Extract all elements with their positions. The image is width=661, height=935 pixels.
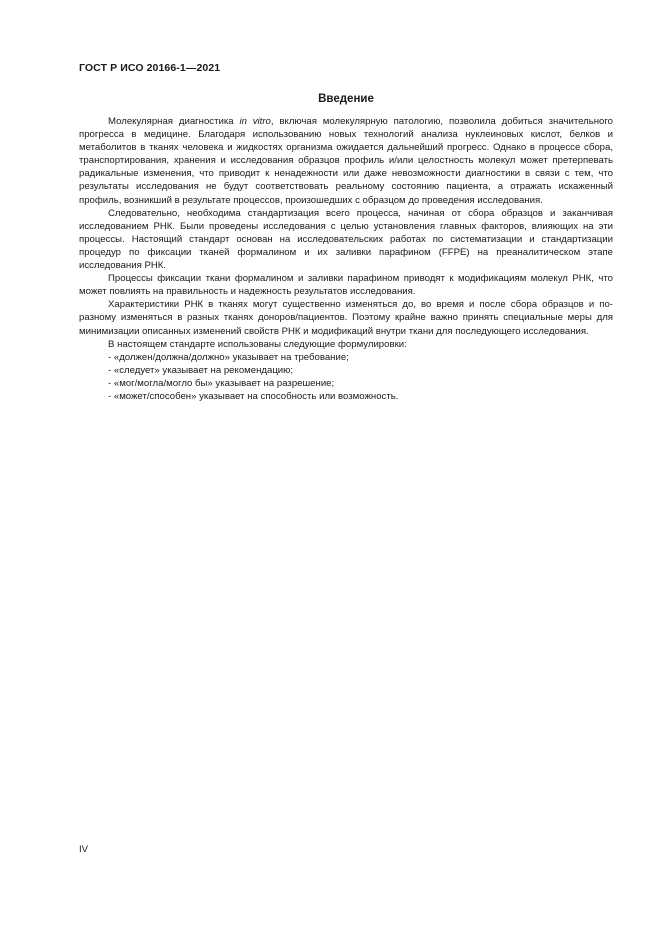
list-item: - «мог/могла/могло бы» указывает на разрешение; <box>108 377 335 389</box>
paragraph-1-rest: , включая молекулярную патологию, позволила добиться значительного прогресса в медицине. Благодаря использованию новых технологий анализа нуклеиновых кислот, белков и метаболитов в тканях человека и жидкостях организма ожидается дальнейший прогресс. Однако в процессе сбора, транспортирования, хранения и исследования образцов профиль и/или целостность молекул может претерпевать радикальные изменения, что приводит к ненадежности или даже невозможности диагностики в связи с тем, что результаты исследования не будут соответствовать реальному состоянию пациента, а отражать искаженный профиль, возникший в результате процессов, произошедших с образцом до проведения исследования. <box>79 116 613 206</box>
paragraph-3: Процессы фиксации ткани формалином и заливки парафином приводят к модификациям молекул РНК, что может повлиять на правильность и надежность результатов исследования. <box>79 273 613 298</box>
paragraph-4: Характеристики РНК в тканях могут существенно изменяться до, во время и после сбора образцов и по-разному изменяться в разных тканях доноров/пациентов. Поэтому крайне важно принять специальные меры для минимизации описанных изменений свойств РНК и модификаций внутри ткани для последующего исследования. <box>79 299 613 337</box>
document-body <box>79 115 613 403</box>
list-item: - «следует» указывает на рекомендацию; <box>108 364 294 376</box>
paragraph-1-start: Молекулярная диагностика <box>108 116 240 127</box>
paragraph-1 <box>79 115 613 207</box>
paragraph-2: Следовательно, необходима стандартизация всего процесса, начиная от сбора образцов и заканчивая исследованием РНК. Были проведены исследования с целью установления главных факторов, влияющих на эти процессы. Настоящий стандарт основан на исследовательских работах по систематизации и стандартизации процедур по фиксации тканей формалином и их заливки парафином (FFPE) на преаналитическом этапе исследования РНК. <box>79 207 613 272</box>
document-header: ГОСТ Р ИСО 20166-1—2021 <box>79 62 221 74</box>
paragraph-1-italic: in vitro <box>239 116 271 127</box>
section-title: Введение <box>318 93 374 105</box>
list-item: - «может/способен» указывает на способность или возможность. <box>108 390 399 402</box>
paragraph-5: В настоящем стандарте использованы следующие формулировки: <box>108 338 407 350</box>
list-item: - «должен/должна/должно» указывает на требование; <box>108 351 349 363</box>
page-number: IV <box>79 844 89 855</box>
